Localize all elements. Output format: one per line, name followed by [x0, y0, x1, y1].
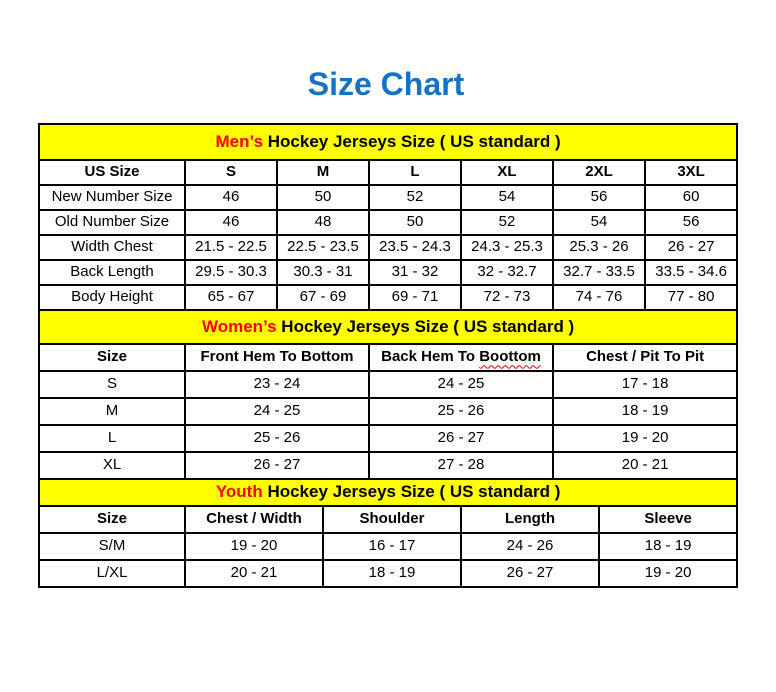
row-label: S: [39, 371, 185, 398]
row-label: XL: [39, 452, 185, 479]
table-cell: 26 - 27: [369, 425, 553, 452]
row-label: L: [39, 425, 185, 452]
table-cell: 24 - 25: [185, 398, 369, 425]
youth-col-header-chest-width: Chest / Width: [185, 506, 323, 533]
womens-col-header-size: Size: [39, 344, 185, 371]
table-cell: 30.3 - 31: [277, 260, 369, 285]
table-cell: 46: [185, 185, 277, 210]
table-cell: 26 - 27: [645, 235, 737, 260]
table-cell: 19 - 20: [185, 533, 323, 560]
mens-row-back-length: [39, 260, 737, 285]
mens-col-header-2xl: 2XL: [553, 160, 645, 185]
table-cell: 21.5 - 22.5: [185, 235, 277, 260]
mens-col-header-m: M: [277, 160, 369, 185]
mens-row-old-number-size: [39, 210, 737, 235]
womens-row-s: [39, 371, 737, 398]
womens-col-header-back-hem: [369, 344, 553, 371]
table-cell: 26 - 27: [185, 452, 369, 479]
mens-header-row: [39, 160, 737, 185]
womens-header-row: [39, 344, 737, 371]
size-chart-table: [38, 123, 738, 588]
table-cell: 23 - 24: [185, 371, 369, 398]
youth-col-header-shoulder: Shoulder: [323, 506, 461, 533]
table-cell: 52: [461, 210, 553, 235]
row-label: Back Length: [39, 260, 185, 285]
youth-col-header-size: Size: [39, 506, 185, 533]
table-cell: 32 - 32.7: [461, 260, 553, 285]
row-label: Width Chest: [39, 235, 185, 260]
table-cell: 24 - 25: [369, 371, 553, 398]
table-cell: 72 - 73: [461, 285, 553, 310]
youth-row-lxl: [39, 560, 737, 587]
back-hem-prefix: Back Hem To: [381, 348, 480, 366]
table-cell: 22.5 - 23.5: [277, 235, 369, 260]
womens-band-accent: Women’s: [201, 316, 277, 336]
table-cell: 56: [553, 185, 645, 210]
table-cell: 48: [277, 210, 369, 235]
table-cell: 25 - 26: [185, 425, 369, 452]
table-cell: 25 - 26: [369, 398, 553, 425]
row-label: Body Height: [39, 285, 185, 310]
row-label: S/M: [39, 533, 185, 560]
youth-col-header-sleeve: Sleeve: [599, 506, 737, 533]
table-cell: 18 - 19: [323, 560, 461, 587]
table-cell: 27 - 28: [369, 452, 553, 479]
mens-band-row: [39, 124, 737, 160]
table-cell: 23.5 - 24.3: [369, 235, 461, 260]
page-title: Size Chart: [307, 66, 465, 102]
mens-row-width-chest: [39, 235, 737, 260]
row-label: Old Number Size: [39, 210, 185, 235]
table-cell: 16 - 17: [323, 533, 461, 560]
table-cell: 65 - 67: [185, 285, 277, 310]
womens-band-row: [39, 310, 737, 344]
table-cell: 52: [369, 185, 461, 210]
table-cell: 54: [553, 210, 645, 235]
table-cell: 24 - 26: [461, 533, 599, 560]
womens-row-m: [39, 398, 737, 425]
youth-band-text: Hockey Jerseys Size ( US standard ): [262, 482, 561, 502]
table-cell: 25.3 - 26: [553, 235, 645, 260]
womens-row-xl: [39, 452, 737, 479]
table-cell: 56: [645, 210, 737, 235]
youth-band-accent: Youth: [215, 482, 263, 502]
row-label: L/XL: [39, 560, 185, 587]
mens-row-body-height: [39, 285, 737, 310]
table-cell: 46: [185, 210, 277, 235]
back-hem-misspelled-word: Boottom: [479, 348, 541, 366]
table-cell: 18 - 19: [553, 398, 737, 425]
womens-band-text: Hockey Jerseys Size ( US standard ): [276, 316, 575, 336]
youth-band-title: [39, 479, 737, 506]
table-cell: 31 - 32: [369, 260, 461, 285]
mens-col-header-xl: XL: [461, 160, 553, 185]
table-cell: 18 - 19: [599, 533, 737, 560]
mens-band-text: Hockey Jerseys Size ( US standard ): [263, 131, 561, 151]
table-cell: 20 - 21: [553, 452, 737, 479]
table-cell: 32.7 - 33.5: [553, 260, 645, 285]
mens-col-header-s: S: [185, 160, 277, 185]
womens-row-l: [39, 425, 737, 452]
womens-band-title: [39, 310, 737, 344]
mens-band-accent: Men’s: [215, 131, 264, 151]
table-cell: 50: [277, 185, 369, 210]
mens-col-header-l: L: [369, 160, 461, 185]
womens-col-header-chest: Chest / Pit To Pit: [553, 344, 737, 371]
table-cell: 33.5 - 34.6: [645, 260, 737, 285]
mens-col-header-3xl: 3XL: [645, 160, 737, 185]
table-cell: 74 - 76: [553, 285, 645, 310]
table-cell: 29.5 - 30.3: [185, 260, 277, 285]
youth-band-row: [39, 479, 737, 506]
table-cell: 60: [645, 185, 737, 210]
table-cell: 24.3 - 25.3: [461, 235, 553, 260]
table-cell: 26 - 27: [461, 560, 599, 587]
table-cell: 19 - 20: [599, 560, 737, 587]
mens-band-title: [39, 124, 737, 160]
table-cell: 69 - 71: [369, 285, 461, 310]
row-label: New Number Size: [39, 185, 185, 210]
mens-col-header-us-size: US Size: [39, 160, 185, 185]
table-cell: 54: [461, 185, 553, 210]
mens-row-new-number-size: [39, 185, 737, 210]
table-cell: 17 - 18: [553, 371, 737, 398]
table-cell: 19 - 20: [553, 425, 737, 452]
table-cell: 77 - 80: [645, 285, 737, 310]
row-label: M: [39, 398, 185, 425]
youth-col-header-length: Length: [461, 506, 599, 533]
youth-row-sm: [39, 533, 737, 560]
table-cell: 50: [369, 210, 461, 235]
youth-header-row: [39, 506, 737, 533]
womens-col-header-front-hem: Front Hem To Bottom: [185, 344, 369, 371]
table-cell: 67 - 69: [277, 285, 369, 310]
table-cell: 20 - 21: [185, 560, 323, 587]
